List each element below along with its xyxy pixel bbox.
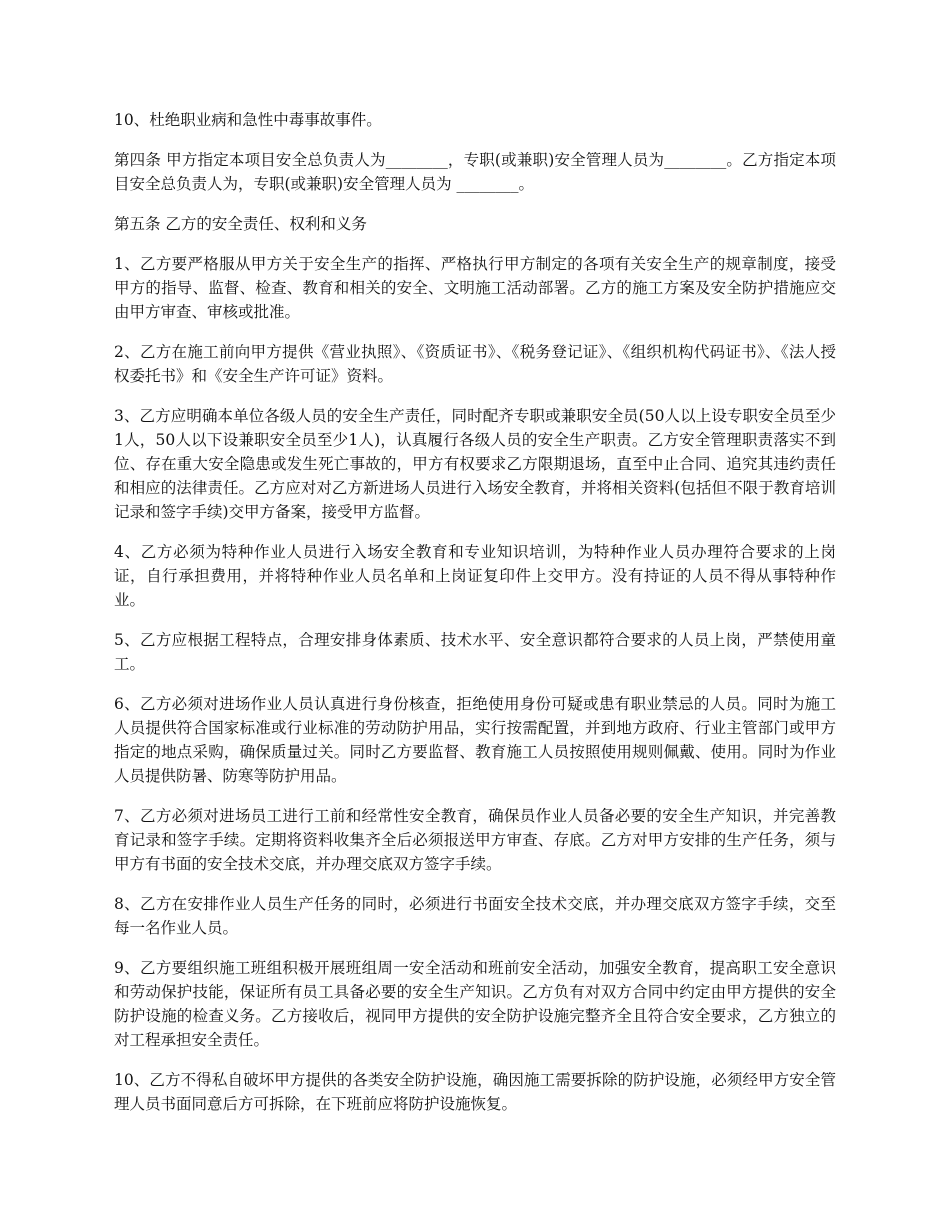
article-5-item-4: 4、乙方必须为特种作业人员进行入场安全教育和专业知识培训，为特种作业人员办理符合要求的上岗证，自行承担费用，并将特种作业人员名单和上岗证复印件上交甲方。没有持证的人员不得从事特种作业。 [114, 543, 836, 609]
article-5-item-5: 5、乙方应根据工程特点，合理安排身体素质、技术水平、安全意识都符合要求的人员上岗，严禁使用童工。 [114, 631, 836, 673]
article-5-item-9: 9、乙方要组织施工班组积极开展班组周一安全活动和班前安全活动，加强安全教育，提高职工安全意识和劳动保护技能，保证所有员工具备必要的安全生产知识。乙方负有对双方合同中约定由甲方提供的安全防护设施的检查义务。乙方接收后，视同甲方提供的安全防护设施完整齐全且符合安全要求，乙方独立的对工程承担安全责任。 [114, 959, 836, 1049]
article-5-heading: 第五条 乙方的安全责任、权利和义务 [114, 215, 367, 233]
article-5-item-10: 10、乙方不得私自破坏甲方提供的各类安全防护设施，确因施工需要拆除的防护设施，必须经甲方安全管理人员书面同意后方可拆除，在下班前应将防护设施恢复。 [114, 1071, 836, 1113]
clause-10-occupational-disease: 10、杜绝职业病和急性中毒事故事件。 [114, 111, 382, 129]
article-5-item-1: 1、乙方要严格服从甲方关于安全生产的指挥、严格执行甲方制定的各项有关安全生产的规章制度，接受甲方的指导、监督、检查、教育和相关的安全、文明施工活动部署。乙方的施工方案及安全防护措施应交由甲方审查、审核或批准。 [114, 255, 836, 321]
article-5-item-2: 2、乙方在施工前向甲方提供《营业执照》、《资质证书》、《税务登记证》、《组织机构代码证书》、《法人授权委托书》和《安全生产许可证》资料。 [114, 343, 836, 385]
document-page [114, 108, 836, 1132]
article-5-item-6: 6、乙方必须对进场作业人员认真进行身份核查，拒绝使用身份可疑或患有职业禁忌的人员。同时为施工人员提供符合国家标准或行业标准的劳动防护用品，实行按需配置，并到地方政府、行业主管部门或甲方指定的地点采购，确保质量过关。同时乙方要监督、教育施工人员按照使用规则佩戴、使用。同时为作业人员提供防暑、防寒等防护用品。 [114, 695, 836, 785]
article-5-item-7: 7、乙方必须对进场员工进行工前和经常性安全教育，确保员作业人员备必要的安全生产知识，并完善教育记录和签字手续。定期将资料收集齐全后必须报送甲方审查、存底。乙方对甲方安排的生产任务，须与甲方有书面的安全技术交底，并办理交底双方签字手续。 [114, 807, 836, 873]
article-5-item-3: 3、乙方应明确本单位各级人员的安全生产责任，同时配齐专职或兼职安全员(50人以上设专职安全员至少1人，50人以下设兼职安全员至少1人)，认真履行各级人员的安全生产职责。乙方安全管理职责落实不到位、存在重大安全隐患或发生死亡事故的，甲方有权要求乙方限期退场，直至中止合同、追究其违约责任和相应的法律责任。乙方应对对乙方新进场人员进行入场安全教育，并将相关资料(包括但不限于教育培训记录和签字手续)交甲方备案，接受甲方监督。 [114, 407, 836, 521]
article-5-item-8: 8、乙方在安排作业人员生产任务的同时，必须进行书面安全技术交底，并办理交底双方签字手续，交至每一名作业人员。 [114, 895, 836, 937]
article-4-safety-officers: 第四条 甲方指定本项目安全总负责人为________，专职(或兼职)安全管理人员为________。乙方指定本项目安全总负责人为，专职(或兼职)安全管理人员为 ________。 [114, 151, 836, 193]
